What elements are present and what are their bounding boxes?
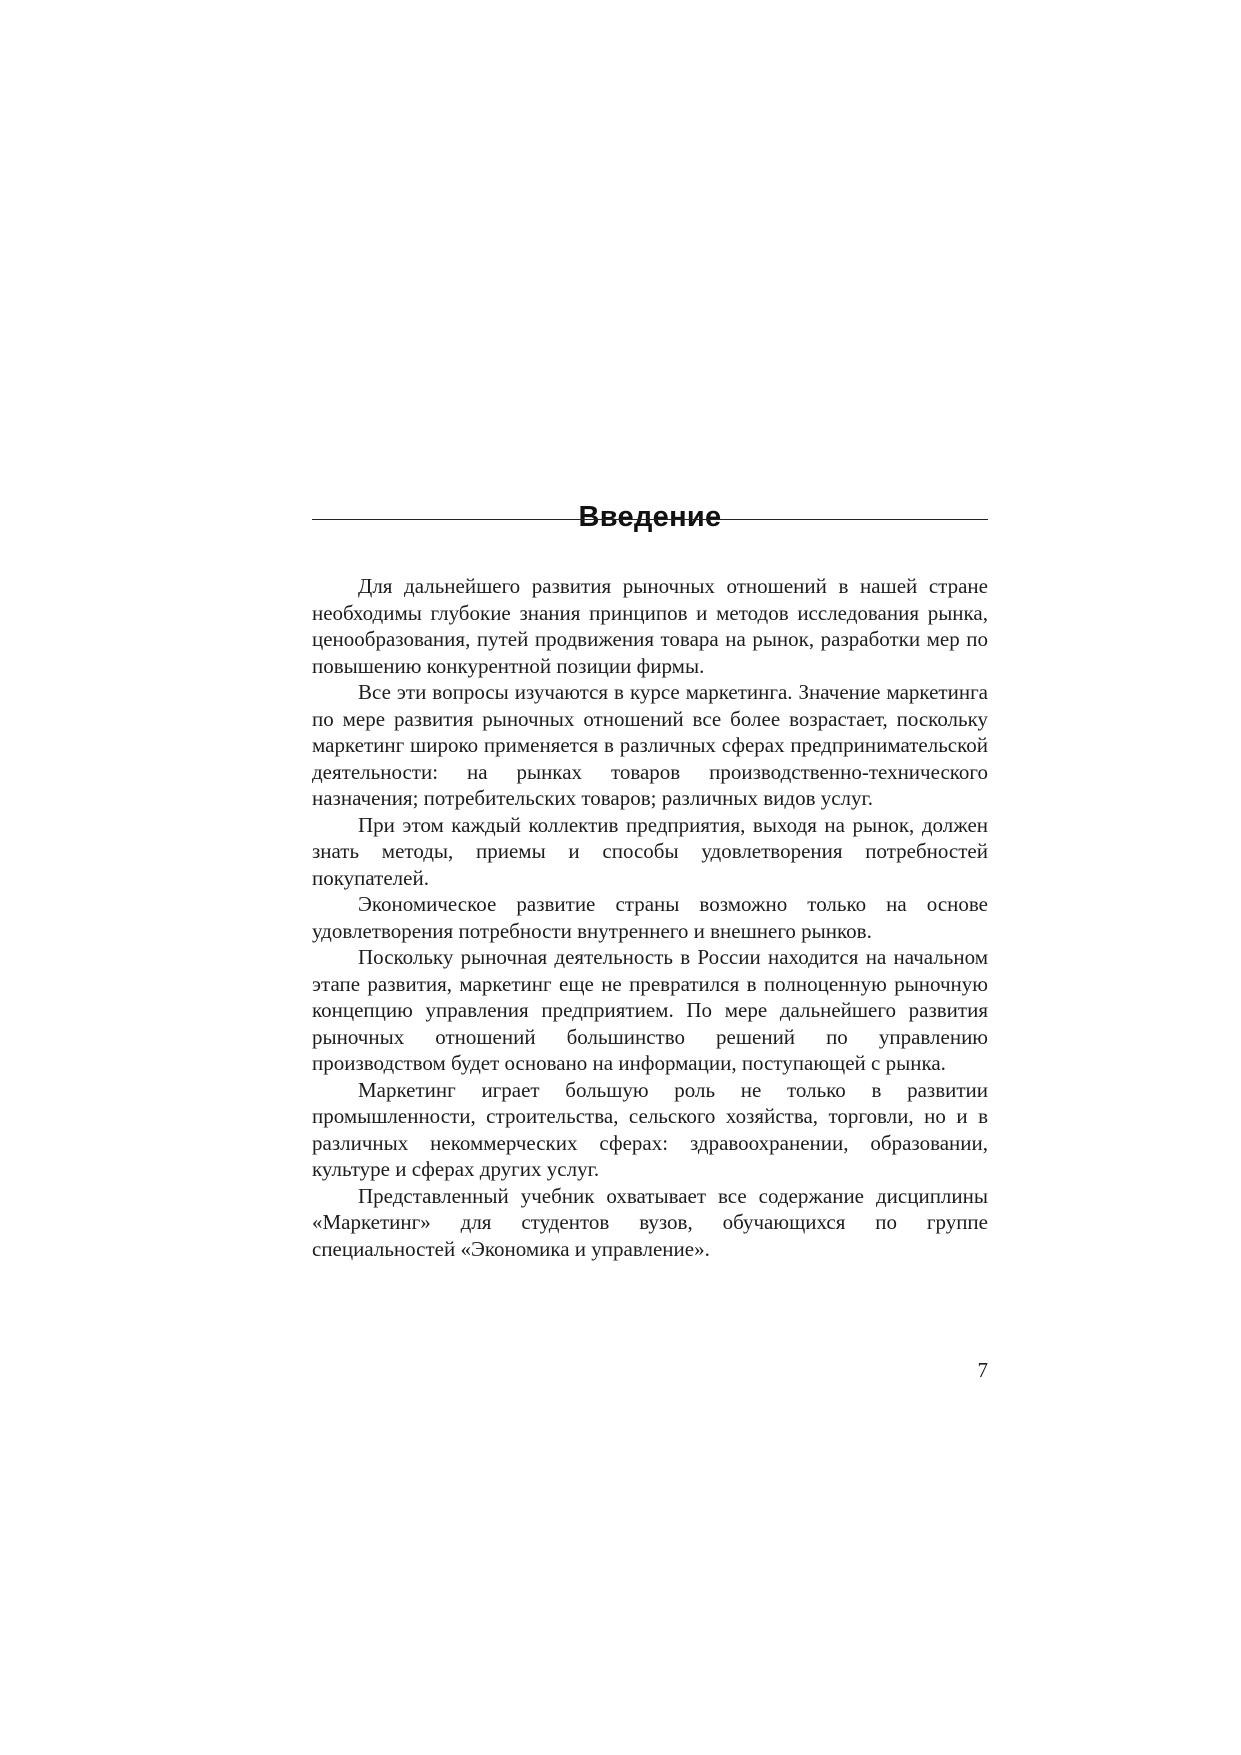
paragraph: Маркетинг играет большую роль не только в развитии промышленности, строительства, сельского хозяйства, торговли, но и в различных некоммерческих сферах: здравоохранении, образовании, культуре и сферах других услуг. (312, 1077, 988, 1181)
paragraph: Представленный учебник охватывает все содержание дисциплины «Маркетинг» для студентов вузов, обучающихся по группе специальностей «Экономика и управление». (312, 1183, 988, 1261)
heading-divider (312, 519, 988, 520)
paragraph: Экономическое развитие страны возможно только на основе удовлетворения потребности внутреннего и внешнего рынков. (312, 892, 988, 943)
page-title: Введение (578, 501, 722, 534)
paragraph: Для дальнейшего развития рыночных отношений в нашей стране необходимы глубокие знания принципов и методов исследования рынка, ценообразования, путей продвижения товара на рынок, разработки мер по повышению конкурентной позиции фирмы. (312, 574, 988, 678)
body-text (312, 573, 988, 1262)
paragraph: При этом каждый коллектив предприятия, выходя на рынок, должен знать методы, приемы и способы удовлетворения потребностей покупателей. (312, 812, 988, 890)
page-number: 7 (977, 1358, 988, 1382)
paragraph: Поскольку рыночная деятельность в России находится на начальном этапе развития, маркетинг еще не превратился в полноценную рыночную концепцию управления предприятием. По мере дальнейшего развития рыночных отношений большинство решений по управлению производством будет основано на информации, поступающей с рынка. (312, 945, 988, 1075)
paragraph: Все эти вопросы изучаются в курсе маркетинга. Значение маркетинга по мере развития рыночных отношений все более возрастает, поскольку маркетинг широко применяется в различных сферах предпринимательской деятельности: на рынках товаров производственно-технического назначения; потребительских товаров; различных видов услуг. (312, 680, 988, 810)
